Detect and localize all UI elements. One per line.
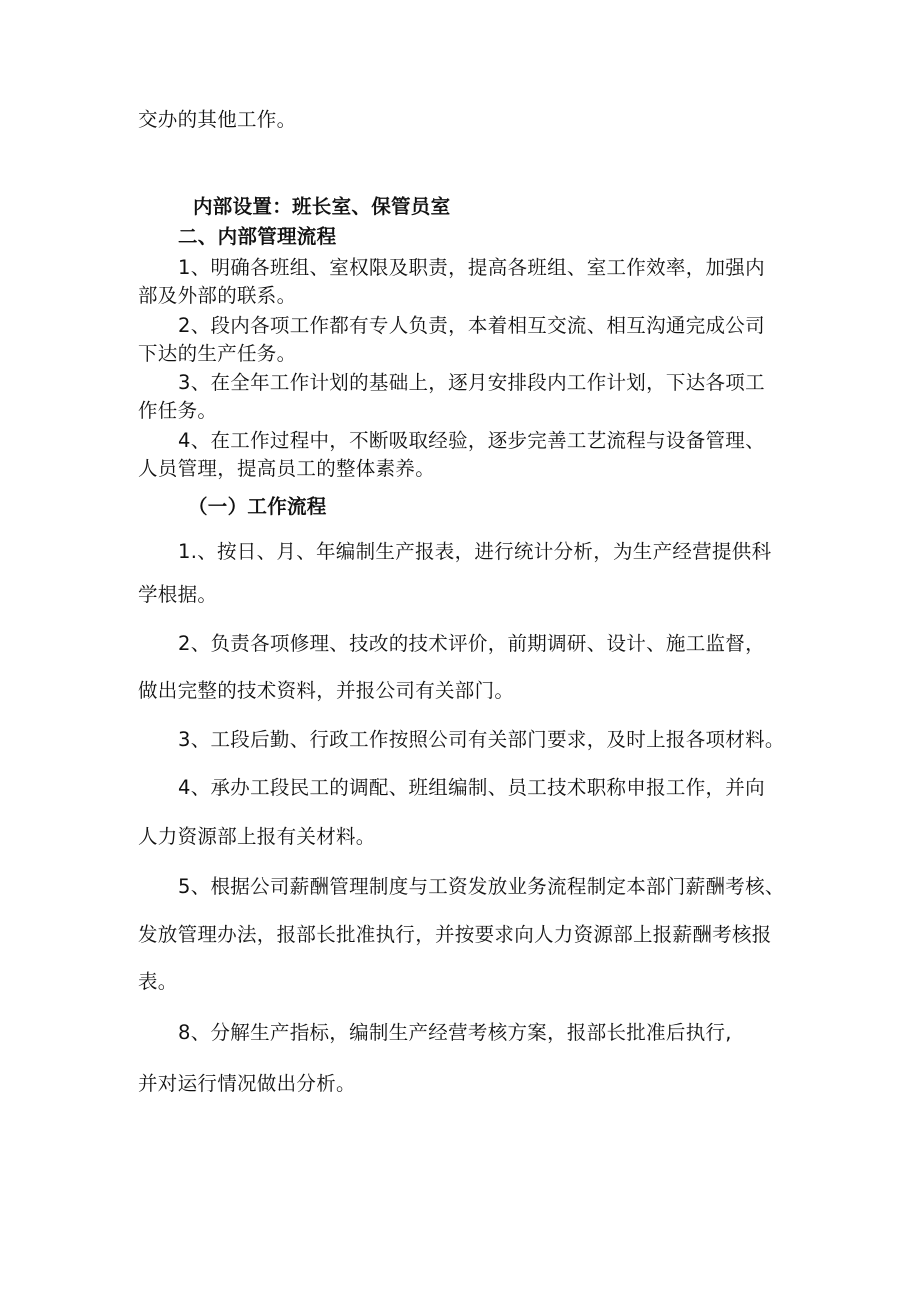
text-line: 5、根据公司薪酬管理制度与工资发放业务流程制定本部门薪酬考核、 bbox=[178, 875, 785, 898]
text-line: 作任务。 bbox=[138, 399, 218, 422]
text-line: 发放管理办法，报部长批准执行，并按要求向人力资源部上报薪酬考核报 bbox=[138, 923, 772, 946]
text-line: 学根据。 bbox=[138, 583, 218, 606]
text-line: 2、段内各项工作都有专人负责，本着相互交流、相互沟通完成公司 bbox=[178, 314, 765, 337]
text-line: 1、明确各班组、室权限及职责，提高各班组、室工作效率，加强内 bbox=[178, 256, 765, 279]
text-line: 下达的生产任务。 bbox=[138, 342, 297, 365]
text-line: 交办的其他工作。 bbox=[138, 108, 297, 131]
text-line: 1.、按日、月、年编制生产报表，进行统计分析，为生产经营提供科 bbox=[178, 540, 772, 563]
section-heading: 内部设置：班长室、保管员室 bbox=[193, 195, 451, 218]
text-line: 4、承办工段民工的调配、班组编制、员工技术职称申报工作，并向 bbox=[178, 776, 765, 799]
text-line: 部及外部的联系。 bbox=[138, 284, 297, 307]
subsection-heading: （一）工作流程 bbox=[188, 495, 327, 518]
text-line: 2、负责各项修理、技改的技术评价，前期调研、设计、施工监督， bbox=[178, 632, 765, 655]
text-line: 3、在全年工作计划的基础上，逐月安排段内工作计划，下达各项工 bbox=[178, 371, 765, 394]
text-line: 表。 bbox=[138, 970, 178, 993]
text-line: 4、在工作过程中，不断吸取经验，逐步完善工艺流程与设备管理、 bbox=[178, 429, 765, 452]
text-line: 并对运行情况做出分析。 bbox=[138, 1072, 356, 1095]
text-line: 8、分解生产指标，编制生产经营考核方案，报部长批准后执行, bbox=[178, 1021, 732, 1044]
text-line: 3、工段后勤、行政工作按照公司有关部门要求，及时上报各项材料。 bbox=[178, 728, 785, 751]
section-heading: 二、内部管理流程 bbox=[178, 225, 337, 248]
text-line: 做出完整的技术资料，并报公司有关部门。 bbox=[138, 679, 515, 702]
text-line: 人员管理，提高员工的整体素养。 bbox=[138, 457, 436, 480]
text-line: 人力资源部上报有关材料。 bbox=[138, 825, 376, 848]
